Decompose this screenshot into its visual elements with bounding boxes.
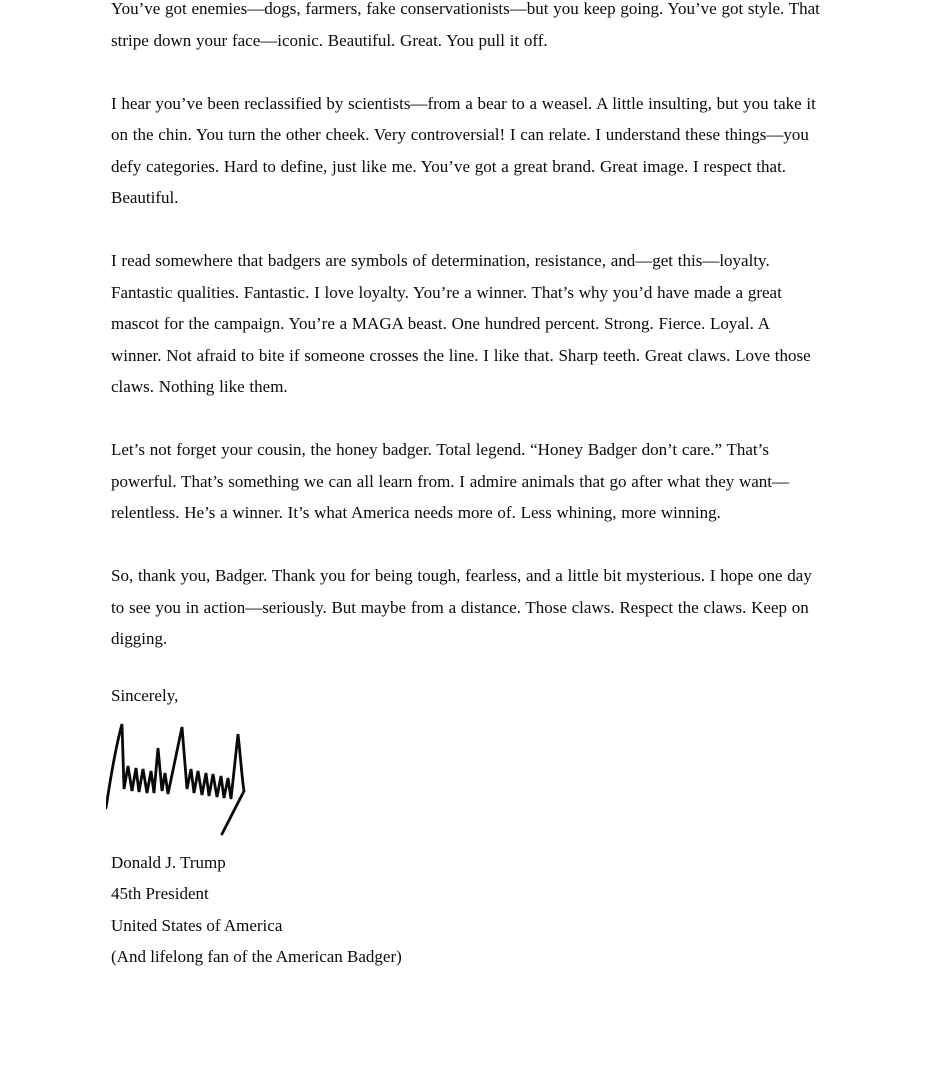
signoff-country: United States of America (111, 915, 283, 935)
signoff-title: 45th President (111, 884, 209, 903)
letter-paragraph: I read somewhere that badgers are symbols of determination, resistance, and—get this—loyalty. Fantastic qualities. Fantastic. I love loyalty. You’re a winner. That’s why you’d have made a great mascot for the campaign. You’re a MAGA beast. One hundred percent. Strong. Fierce. Loyal. A winner. Not afraid to bite if someone crosses the line. I like that. Sharp teeth. Great claws. Love those claws. Nothing like them. (111, 251, 811, 396)
signoff-postscript: (And lifelong fan of the American Badger) (111, 947, 402, 966)
signoff-block (111, 847, 823, 973)
handwritten-signature-icon (106, 721, 256, 839)
letter-body (111, 0, 823, 712)
letter-paragraph: You’ve got enemies—dogs, farmers, fake conservationists—but you keep going. You’ve got style. That stripe down your face—iconic. Beautiful. Great. You pull it off. (111, 0, 820, 50)
signature-block (106, 721, 823, 839)
letter-paragraph: Let’s not forget your cousin, the honey badger. Total legend. “Honey Badger don’t care.” That’s powerful. That’s something we can all learn from. I admire animals that go after what they want—relentless. He’s a winner. It’s what America needs more of. Less whining, more winning. (111, 440, 790, 522)
letter-paragraph: So, thank you, Badger. Thank you for being tough, fearless, and a little bit mysterious. I hope one day to see you in action—seriously. But maybe from a distance. Those claws. Respect the claws. Keep on digging. (111, 566, 812, 648)
letter-closing: Sincerely, (111, 686, 179, 705)
letter-paragraph: I hear you’ve been reclassified by scientists—from a bear to a weasel. A little insulting, but you take it on the chin. You turn the other cheek. Very controversial! I can relate. I understand these things—you defy categories. Hard to define, just like me. You’ve got a great brand. Great image. I respect that. Beautiful. (111, 93, 816, 207)
signoff-name: Donald J. Trump (111, 852, 226, 872)
